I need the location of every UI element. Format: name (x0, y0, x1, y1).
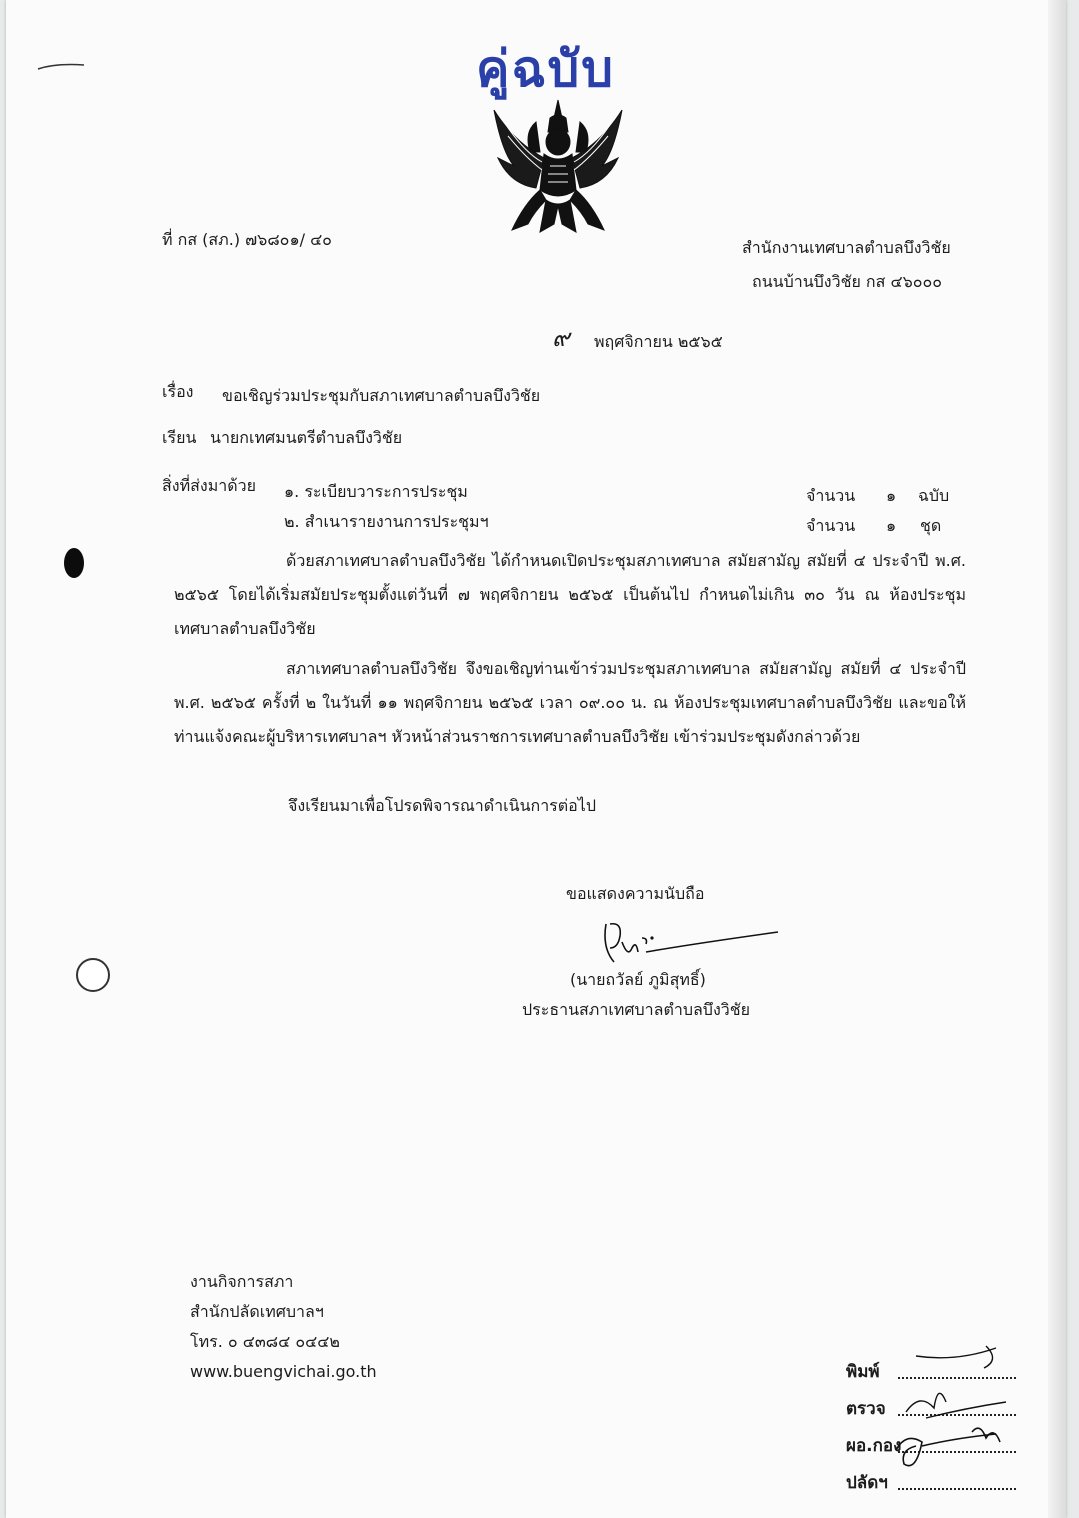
enclosure-item: ๑. ระเบียบวาระการประชุม (284, 482, 468, 501)
copy-stamp: คู่ฉบับ (476, 40, 615, 98)
signatory-position: ประธานสภาเทศบาลตำบลบึงวิชัย (522, 1000, 750, 1019)
enclosures-label: สิ่งที่ส่งมาด้วย (162, 476, 256, 495)
footer-phone: โทร. ๐ ๔๓๘๔ ๐๔๔๒ (190, 1332, 340, 1351)
handwritten-signature (592, 918, 782, 974)
enclosure-unit: ชุด (920, 516, 942, 535)
recipient-text: นายกเทศมนตรีตำบลบึงวิชัย (210, 428, 403, 447)
paper-edge (1048, 0, 1066, 1518)
office-address: ถนนบ้านบึงวิชัย กส ๔๖๐๐๐ (752, 272, 943, 291)
subject-text: ขอเชิญร่วมประชุมกับสภาเทศบาลตำบลบึงวิชัย (222, 386, 541, 405)
routing-label: พิมพ์ (846, 1362, 880, 1382)
regards: ขอแสดงความนับถือ (566, 884, 705, 903)
body-paragraph-2 (174, 652, 966, 754)
body-paragraph-2-text: สภาเทศบาลตำบลบึงวิชัย จึงขอเชิญท่านเข้าร่วมประชุมสภาเทศบาล สมัยสามัญ สมัยที่ ๔ ประจำปี พ.ศ. ๒๕๖๕ ครั้งที่ ๒ ในวันที่ ๑๑ พฤศจิกายน ๒๕๖๕ เวลา ๐๙.๐๐ น. ณ ห้องประชุมเทศบาลตำบลบึงวิชัย และขอให้ท่านแจ้งคณะผู้บริหารเทศบาลฯ หัวหน้าส่วนราชการเทศบาลตำบลบึงวิชัย เข้าร่วมประชุมดังกล่าวด้วย (174, 659, 966, 746)
routing-label: ปลัดฯ (846, 1473, 888, 1493)
top-left-pen-mark (36, 58, 88, 77)
subject-label: เรื่อง (162, 382, 194, 401)
punch-hole-outline (76, 958, 110, 992)
office-name: สำนักงานเทศบาลตำบลบึงวิชัย (742, 238, 951, 257)
reference-number: ที่ กส (สภ.) ๗๖๘๐๑/ ๔๐ (162, 230, 332, 249)
enclosure-qty-label: จำนวน (806, 516, 856, 535)
enclosure-qty: ๑ (886, 486, 897, 505)
signatory-name: (นายถวัลย์ ภูมิสุทธิ์) (570, 970, 706, 989)
footer-office: สำนักปลัดเทศบาลฯ (190, 1302, 324, 1321)
punch-hole (64, 548, 84, 578)
date-month-year: พฤศจิกายน ๒๕๖๕ (594, 332, 723, 351)
body-paragraph-1-text: ด้วยสภาเทศบาลตำบลบึงวิชัย ได้กำหนดเปิดประชุมสภาเทศบาล สมัยสามัญ สมัยที่ ๔ ประจำปี พ.ศ. ๒๕๖๕ โดยได้เริ่มสมัยประชุมตั้งแต่วันที่ ๗ พฤศจิกายน ๒๕๖๕ เป็นต้นไป กำหนดไม่เกิน ๓๐ วัน ณ ห้องประชุมเทศบาลตำบลบึงวิชัย (174, 551, 967, 638)
closing-line: จึงเรียนมาเพื่อโปรดพิจารณาดำเนินการต่อไป (288, 796, 596, 815)
document-page (6, 0, 1066, 1518)
enclosure-qty: ๑ (886, 516, 897, 535)
garuda-emblem-icon (484, 92, 632, 242)
routing-label: ตรวจ (846, 1399, 886, 1419)
enclosure-qty-label: จำนวน (806, 486, 856, 505)
body-paragraph-1 (174, 544, 966, 646)
routing-label: ผอ.กอง (846, 1436, 902, 1456)
date-day: ๙ (552, 324, 570, 352)
footer-department: งานกิจการสภา (190, 1272, 294, 1291)
enclosure-item: ๒. สำเนารายงานการประชุมฯ (284, 512, 489, 531)
footer-website: www.buengvichai.go.th (190, 1362, 377, 1381)
recipient-label: เรียน (162, 428, 197, 447)
enclosure-unit: ฉบับ (918, 486, 950, 505)
routing-initials (876, 1342, 1016, 1492)
